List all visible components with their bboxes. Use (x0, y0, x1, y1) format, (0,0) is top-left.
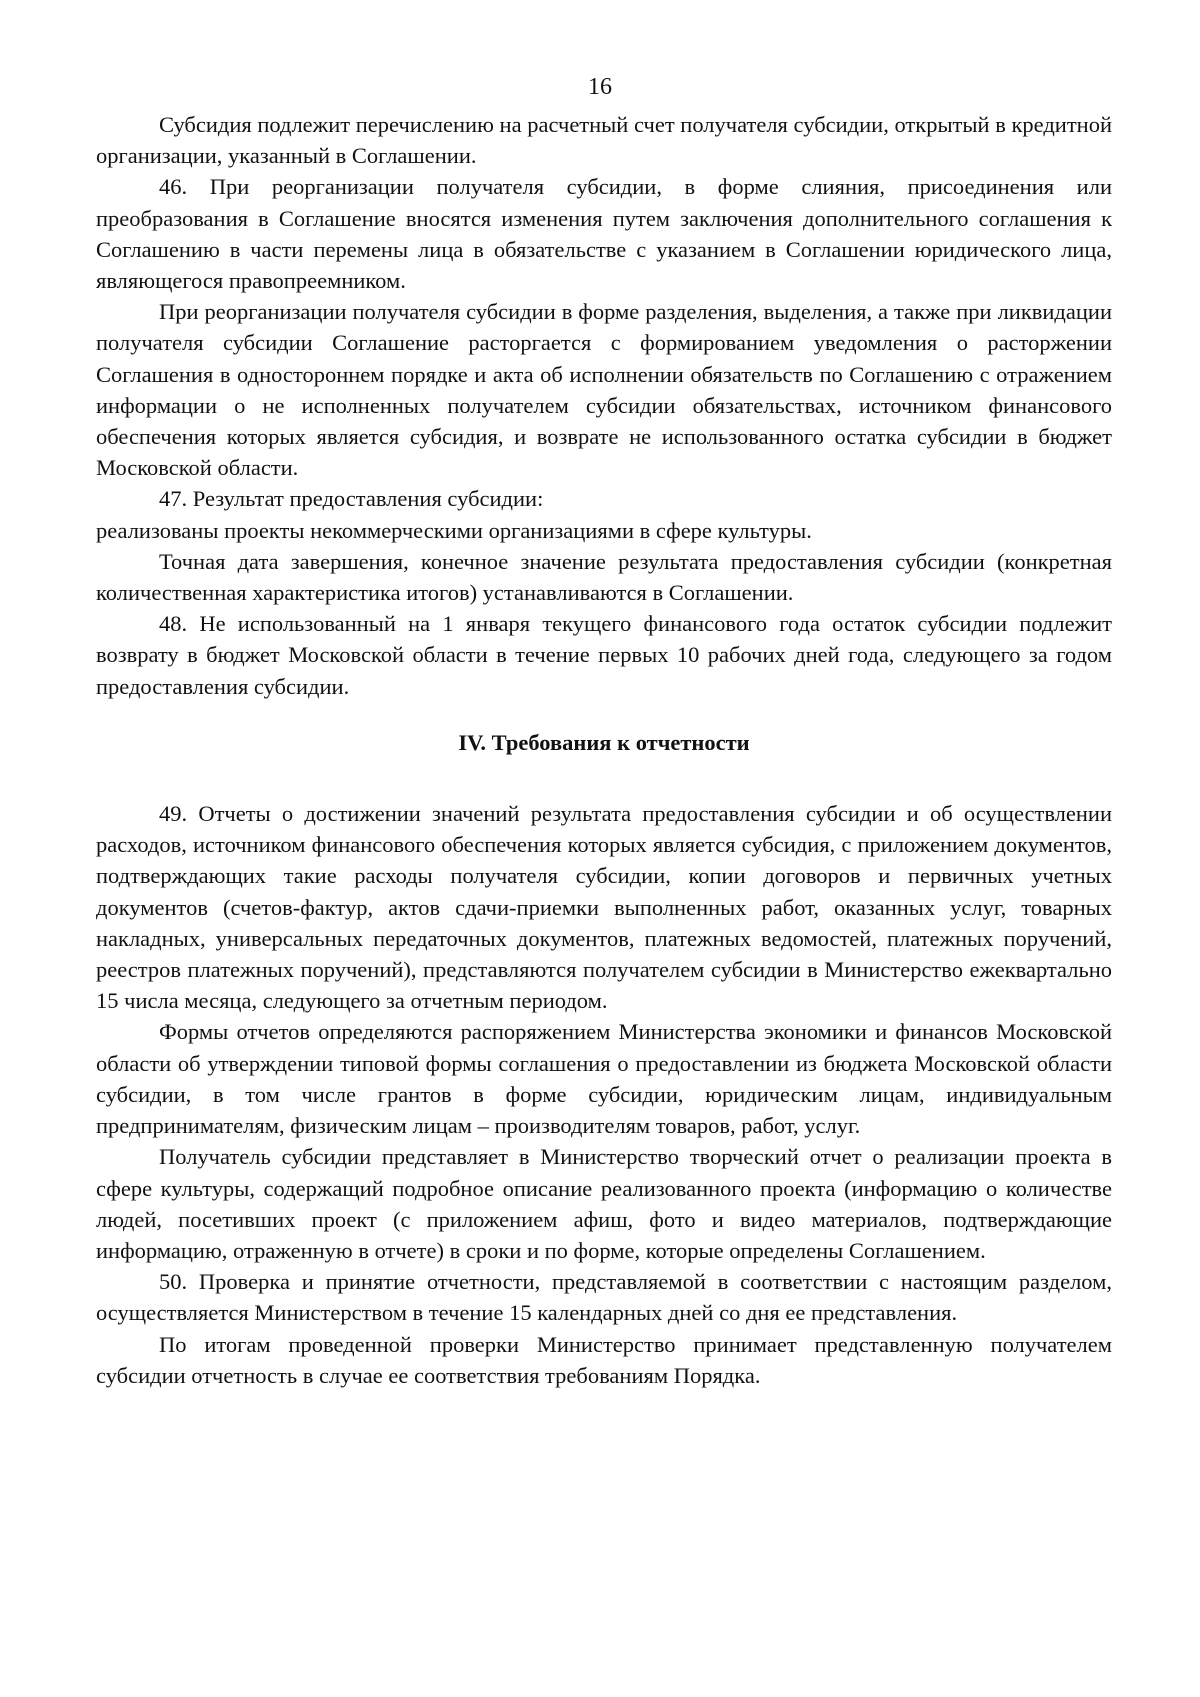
document-body (96, 109, 1112, 1391)
paragraph-report-forms: Формы отчетов определяются распоряжением Министерства экономики и финансов Московской области об утверждении типовой формы соглашения о предоставлении из бюджета Московской области субсидии, в том числе грантов в форме субсидии, юридическим лицам, индивидуальным предпринимателям, физическим лицам – производителям товаров, работ, услуг. (96, 1019, 1112, 1139)
paragraph-result-projects: реализованы проекты некоммерческими организациями в сфере культуры. (96, 517, 812, 543)
paragraph-reorganization-liquidation: При реорганизации получателя субсидии в форме разделения, выделения, а также при ликвидации получателя субсидии Соглашение расторгается с формированием уведомления о расторжении Соглашения в одностороннем порядке и акта об исполнении обязательств по Соглашению с отражением информации о не исполненных получателем субсидии обязательствах, источником финансового обеспечения которых является субсидия, и возврате не использованного остатка субсидии в бюджет Московской области. (96, 299, 1112, 481)
paragraph-acceptance: По итогам проведенной проверки Министерство принимает представленную получателем субсидии отчетность в случае ее соответствия требованиям Порядка. (96, 1331, 1112, 1388)
paragraph-item-46: 46. При реорганизации получателя субсидии, в форме слияния, присоединения или преобразования в Соглашение вносятся изменения путем заключения дополнительного соглашения к Соглашению в части перемены лица в обязательстве с указанием в Соглашении юридического лица, являющегося правопреемником. (96, 174, 1112, 294)
page-number: 16 (588, 74, 612, 100)
paragraph-result-date: Точная дата завершения, конечное значение результата предоставления субсидии (конкретная количественная характеристика итогов) устанавливаются в Соглашении. (96, 548, 1112, 606)
paragraph-item-48: 48. Не использованный на 1 января текущего финансового года остаток субсидии подлежит возврату в бюджет Московской области в течение первых 10 рабочих дней года, следующего за годом предоставления субсидии. (96, 611, 1112, 699)
paragraph-item-49: 49. Отчеты о достижении значений результата предоставления субсидии и об осуществлении расходов, источником финансового обеспечения которых является субсидия, с приложением документов, подтверждающих такие расходы получателя субсидии, копии договоров и первичных учетных документов (счетов-фактур, актов сдачи-приемки выполненных работ, оказанных услуг, товарных накладных, универсальных передаточных документов, платежных ведомостей, платежных поручений, реестров платежных поручений), представляются получателем субсидии в Министерство ежеквартально 15 числа месяца, следующего за отчетным периодом. (96, 801, 1112, 1014)
paragraph-item-50: 50. Проверка и принятие отчетности, представляемой в соответствии с настоящим разделом, осуществляется Министерством в течение 15 календарных дней со дня ее представления. (96, 1269, 1112, 1326)
paragraph-item-47: 47. Результат предоставления субсидии: (159, 486, 544, 512)
section-heading: IV. Требования к отчетности (458, 729, 750, 755)
paragraph-subsidy-transfer: Субсидия подлежит перечислению на расчетный счет получателя субсидии, открытый в кредитной организации, указанный в Соглашении. (96, 112, 1112, 169)
paragraph-creative-report: Получатель субсидии представляет в Министерство творческий отчет о реализации проекта в сфере культуры, содержащий подробное описание реализованного проекта (информацию о количестве людей, посетивших проект (с приложением афиш, фото и видео материалов, подтверждающие информацию, отраженную в отчете) в сроки и по форме, которые определены Соглашением. (96, 1144, 1112, 1263)
